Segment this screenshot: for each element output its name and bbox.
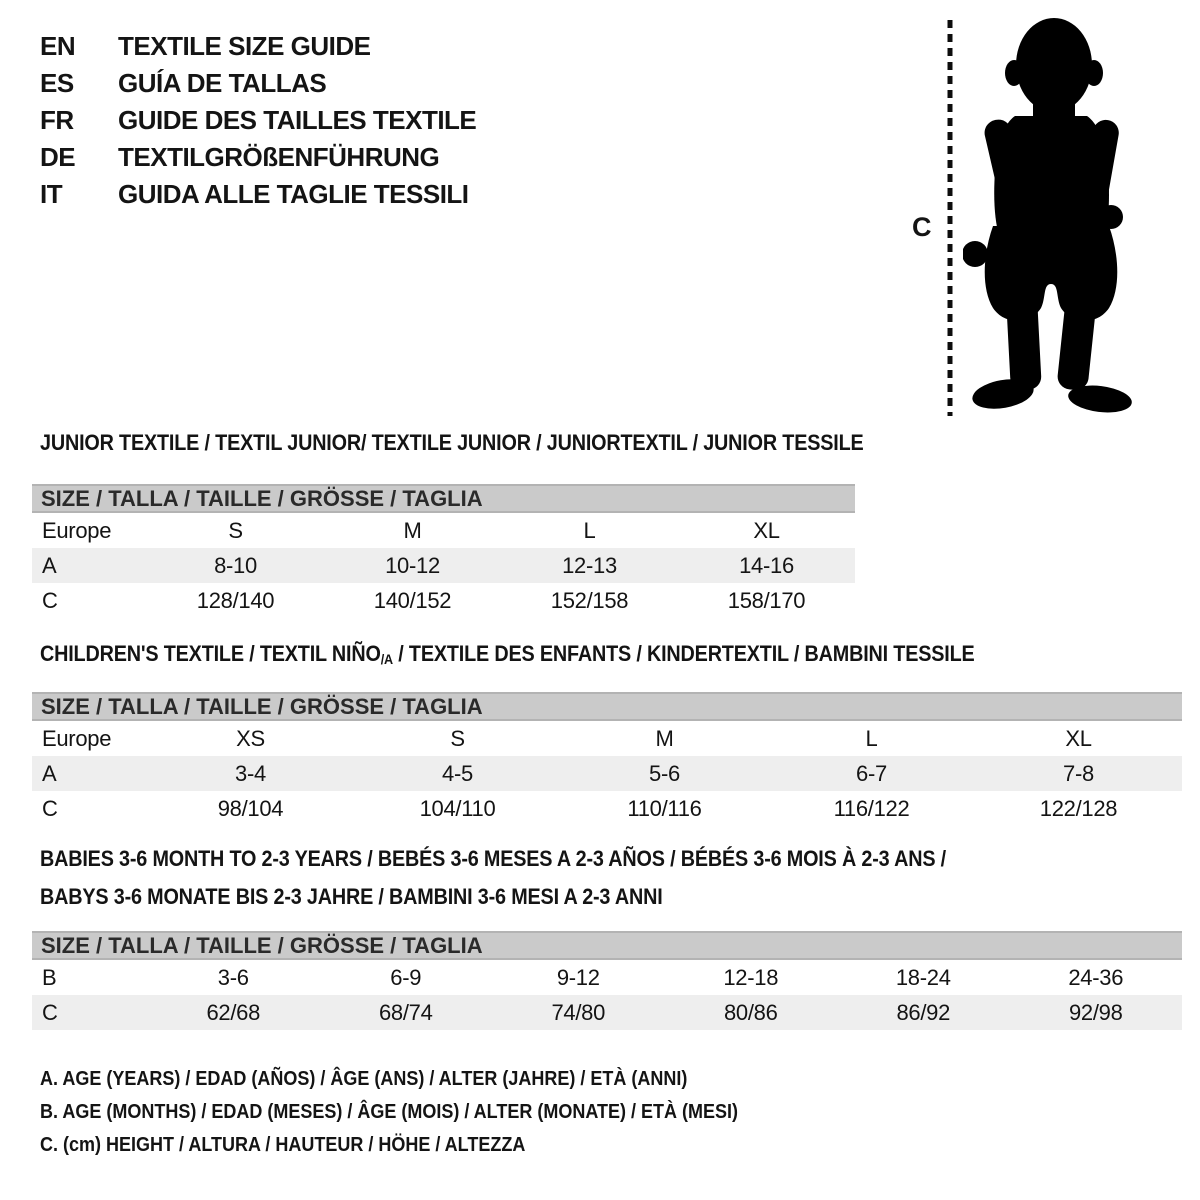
height-measure-label: C <box>912 212 932 242</box>
table-header-text: SIZE / TALLA / TAILLE / GRÖSSE / TAGLIA <box>41 693 483 719</box>
children-title-post: / TEXTILE DES ENFANTS / KINDERTEXTIL / BAMBINI TESSILE <box>392 641 975 666</box>
table-header-bar <box>32 484 855 513</box>
children-title-pre: CHILDREN'S TEXTILE / TEXTIL NIÑO <box>40 641 381 666</box>
value-cell: 9-12 <box>556 964 600 990</box>
row-label: Europe <box>42 517 112 543</box>
language-row <box>40 176 476 213</box>
language-title: GUIDA ALLE TAGLIE TESSILI <box>118 179 469 209</box>
value-cell: 4-5 <box>442 760 473 786</box>
value-cell: 8-10 <box>214 552 257 578</box>
value-cell: 110/116 <box>627 795 702 821</box>
value-cell: 12-13 <box>562 552 617 578</box>
value-cell: 80/86 <box>723 999 778 1025</box>
babies-section-title <box>40 846 1047 910</box>
value-cell: L <box>583 517 596 543</box>
babies-size-table <box>32 931 1182 1030</box>
value-cell: 116/122 <box>833 795 910 821</box>
value-cell: 92/98 <box>1068 999 1123 1025</box>
value-cell: 104/110 <box>419 795 496 821</box>
value-cell: 12-18 <box>723 964 779 990</box>
table-row <box>32 960 1182 995</box>
language-code: FR <box>40 105 74 135</box>
value-cell: XL <box>753 517 780 543</box>
value-cell: 6-9 <box>390 964 422 990</box>
value-cell: 18-24 <box>895 964 951 990</box>
value-cell: 3-6 <box>217 964 249 990</box>
junior-section-title <box>40 430 955 456</box>
value-cell: 24-36 <box>1068 964 1124 990</box>
table-row <box>32 756 1182 791</box>
value-cell: 5-6 <box>649 760 680 786</box>
table-row <box>32 548 855 583</box>
children-table-rows <box>32 721 1182 826</box>
value-cell: 68/74 <box>378 999 433 1025</box>
language-code: IT <box>40 179 63 209</box>
language-title: GUIDE DES TAILLES TEXTILE <box>118 105 477 135</box>
language-title: TEXTILGRÖßENFÜHRUNG <box>118 142 440 172</box>
value-cell: M <box>655 725 674 751</box>
value-cell: XL <box>1065 725 1092 751</box>
row-label: C <box>42 999 58 1025</box>
junior-table-rows <box>32 513 855 618</box>
toddler-silhouette <box>963 16 1141 418</box>
table-row <box>32 583 855 618</box>
value-cell: 140/152 <box>373 587 452 613</box>
babies-table-rows <box>32 960 1182 1030</box>
language-code: DE <box>40 142 76 172</box>
language-code: ES <box>40 68 74 98</box>
children-section-title <box>40 641 1078 667</box>
value-cell: 3-4 <box>235 760 266 786</box>
footnote-a-text: A. AGE (YEARS) / EDAD (AÑOS) / ÂGE (ANS) / ALTER (JAHRE) / ETÀ (ANNI) <box>40 1068 688 1090</box>
table-row <box>32 721 1182 756</box>
height-measure-dashed-line <box>946 18 954 418</box>
row-label: B <box>42 964 57 990</box>
table-header-text: SIZE / TALLA / TAILLE / GRÖSSE / TAGLIA <box>41 932 483 958</box>
junior-section-title-text: JUNIOR TEXTILE / TEXTIL JUNIOR/ TEXTILE JUNIOR / JUNIORTEXTIL / JUNIOR TESSILE <box>40 430 864 455</box>
language-row <box>40 102 476 139</box>
table-header-text: SIZE / TALLA / TAILLE / GRÖSSE / TAGLIA <box>41 485 483 511</box>
table-row <box>32 791 1182 826</box>
babies-title-line2: BABYS 3-6 MONATE BIS 2-3 JAHRE / BAMBINI 3-6 MESI A 2-3 ANNI <box>40 884 663 909</box>
row-label: A <box>42 760 57 786</box>
value-cell: 74/80 <box>551 999 606 1025</box>
row-label: A <box>42 552 57 578</box>
value-cell: 128/140 <box>196 587 275 613</box>
value-cell: 10-12 <box>385 552 440 578</box>
value-cell: 158/170 <box>727 587 806 613</box>
value-cell: 7-8 <box>1063 760 1094 786</box>
value-cell: 98/104 <box>217 795 284 821</box>
value-cell: S <box>450 725 465 751</box>
children-size-table <box>32 692 1182 826</box>
value-cell: 14-16 <box>739 552 794 578</box>
babies-title-line1: BABIES 3-6 MONTH TO 2-3 YEARS / BEBÉS 3-6 MESES A 2-3 AÑOS / BÉBÉS 3-6 MOIS À 2-3 ANS / <box>40 846 946 871</box>
value-cell: S <box>228 517 243 543</box>
footnotes-block <box>40 1068 816 1167</box>
value-cell: L <box>865 725 878 751</box>
footnote-b-text: B. AGE (MONTHS) / EDAD (MESES) / ÂGE (MOIS) / ALTER (MONATE) / ETÀ (MESI) <box>40 1101 738 1123</box>
row-label: C <box>42 795 58 821</box>
footnote-c-text: C. (cm) HEIGHT / ALTURA / HAUTEUR / HÖHE / ALTEZZA <box>40 1134 526 1156</box>
table-header-bar <box>32 692 1182 721</box>
row-label: Europe <box>42 725 112 751</box>
footnote-b <box>40 1101 816 1134</box>
row-label: C <box>42 587 58 613</box>
footnote-a <box>40 1068 816 1101</box>
language-title-block <box>40 28 476 213</box>
language-title: GUÍA DE TALLAS <box>118 68 327 98</box>
table-row <box>32 513 855 548</box>
value-cell: XS <box>236 725 265 751</box>
value-cell: 152/158 <box>550 587 629 613</box>
value-cell: 62/68 <box>206 999 261 1025</box>
language-row <box>40 139 476 176</box>
language-title: TEXTILE SIZE GUIDE <box>118 31 371 61</box>
value-cell: M <box>403 517 422 543</box>
value-cell: 122/128 <box>1039 795 1118 821</box>
children-title-subscript: /A <box>380 651 393 667</box>
children-section-title-text <box>40 641 975 667</box>
table-row <box>32 995 1182 1030</box>
language-code: EN <box>40 31 76 61</box>
language-row <box>40 28 476 65</box>
value-cell: 6-7 <box>856 760 887 786</box>
footnote-c <box>40 1134 816 1167</box>
table-header-bar <box>32 931 1182 960</box>
value-cell: 86/92 <box>896 999 951 1025</box>
junior-size-table <box>32 484 855 618</box>
language-row <box>40 65 476 102</box>
